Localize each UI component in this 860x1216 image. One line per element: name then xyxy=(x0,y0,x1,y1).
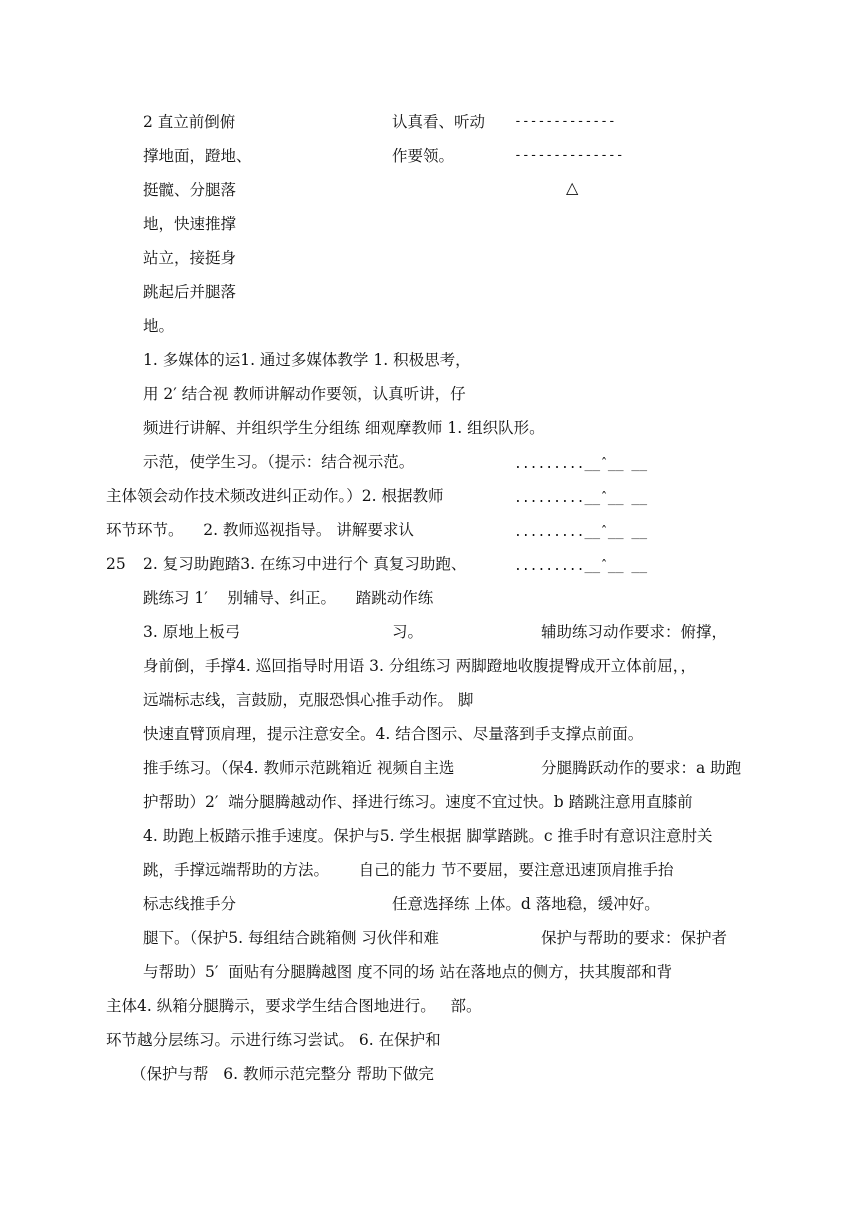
text-line: 快速直臂顶肩理，提示注意安全。4. 结合图示、尽量落到手支撑点前面。 xyxy=(143,725,644,743)
formation-row: .........__ˆ__ __ xyxy=(514,491,648,506)
formation-row: .........__ˆ__ __ xyxy=(514,525,648,540)
triangle-icon: △ xyxy=(566,178,579,197)
text-line: 跳练习 1′ 别辅导、纠正。 踏跳动作练 xyxy=(143,589,434,607)
text-line: 2 直立前倒俯 xyxy=(143,113,236,131)
text-line: 作要领。 xyxy=(392,147,455,165)
text-line: 主体4. 纵箱分腿腾示，要求学生结合图地进行。 部。 xyxy=(106,997,482,1015)
text-line: 保护与帮助的要求：保护者 xyxy=(541,929,728,947)
text-line: 远端标志线，言鼓励，克服恐惧心推手动作。 脚 xyxy=(143,691,474,709)
text-line: 习。 xyxy=(392,623,424,641)
text-line: 示范，使学生习。（提示：结合视示范。 xyxy=(143,453,415,471)
text-line: 4. 助跑上板踏示推手速度。保护与5. 学生根据 脚掌踏跳。c 推手时有意识注意肘关 xyxy=(143,827,713,845)
text-line: 环节越分层练习。示进行练习尝试。 6. 在保护和 xyxy=(106,1031,441,1049)
time-value: 25 xyxy=(106,555,126,573)
text-line: 身前倒，手撑4. 巡回指导时用语 3. 分组练习 两脚蹬地收腹提臀成开立体前屈，， xyxy=(143,657,697,675)
text-line: 辅助练习动作要求：俯撑， xyxy=(541,623,728,641)
text-line: 挺髋、分腿落 xyxy=(143,181,237,199)
text-line: 跳，手撑远端帮助的方法。 自己的能力 节不要屈，要注意迅速顶肩推手抬 xyxy=(143,861,674,879)
text-line: 地。 xyxy=(143,317,175,335)
text-line: 跳起后并腿落 xyxy=(143,283,237,301)
text-line: 与帮助）5′ 面贴有分腿腾越图 度不同的场 站在落地点的侧方，扶其腹部和背 xyxy=(143,963,673,981)
text-line: 撑地面，蹬地、 xyxy=(143,147,252,165)
text-line: 任意选择练 上体。d 落地稳，缓冲好。 xyxy=(392,895,660,913)
text-line: 1. 多媒体的运1. 通过多媒体教学 1. 积极思考， xyxy=(143,351,471,369)
text-line: （保护与帮 6. 教师示范完整分 帮助下做完 xyxy=(131,1065,434,1083)
dash-line: -------------- xyxy=(514,148,624,163)
text-line: 用 2′ 结合视 教师讲解动作要领，认真听讲，仔 xyxy=(143,385,466,403)
text-line: 分腿腾跃动作的要求：a 助跑 xyxy=(541,759,742,777)
text-line: 频进行讲解、并组织学生分组练 细观摩教师 1. 组织队形。 xyxy=(143,419,545,437)
text-line: 主体领会动作技术频改进纠正动作。）2. 根据教师 xyxy=(106,487,444,505)
text-line: 认真看、听动 xyxy=(392,113,486,131)
text-line: 3. 原地上板弓 xyxy=(143,623,241,641)
text-line: 腿下。（保护5. 每组结合跳箱侧 习伙伴和难 xyxy=(143,929,439,947)
text-line: 推手练习。（保4. 教师示范跳箱近 视频自主选 xyxy=(143,759,455,777)
text-line: 站立，接挺身 xyxy=(143,249,237,267)
dash-line: ------------- xyxy=(514,114,616,129)
formation-row: .........__ˆ__ __ xyxy=(514,457,648,472)
text-line: 地，快速推撑 xyxy=(143,215,237,233)
formation-row: .........__ˆ__ __ xyxy=(514,559,648,574)
text-line: 标志线推手分 xyxy=(143,895,237,913)
text-line: 2. 复习助跑踏3. 在练习中进行个 真复习助跑、 xyxy=(143,555,467,573)
text-line: 护帮助）2′ 端分腿腾越动作、择进行练习。速度不宜过快。b 踏跳注意用直膝前 xyxy=(143,793,693,811)
text-line: 环节环节。 2. 教师巡视指导。 讲解要求认 xyxy=(106,521,414,539)
